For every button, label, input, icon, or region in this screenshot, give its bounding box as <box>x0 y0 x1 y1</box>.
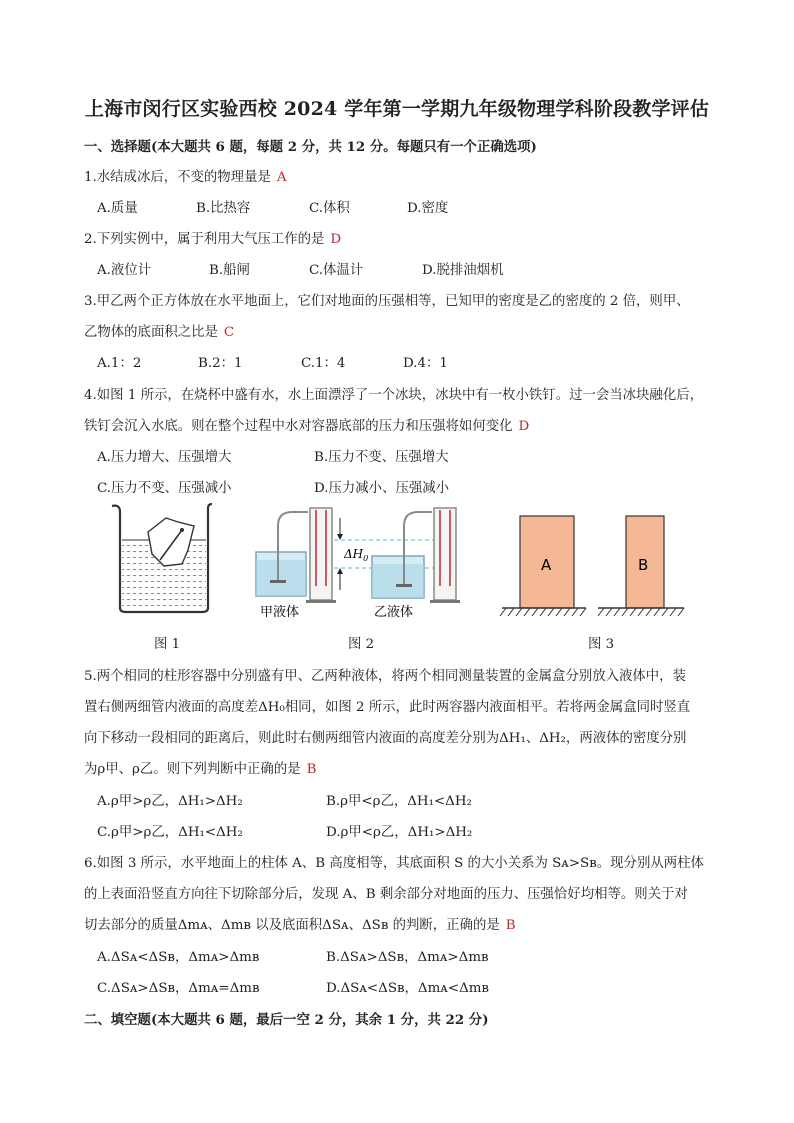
option-a: A.ΔSᴀ<ΔSʙ，Δmᴀ>Δmʙ <box>97 950 260 965</box>
option-a: A.液位计 <box>97 263 152 278</box>
answer-mark: D <box>330 232 342 247</box>
question-3-line-1: 3.甲乙两个正方体放在水平地面上，它们对地面的压强相等，已知甲的密度是乙的密度的 2 倍，则甲、 <box>84 294 690 309</box>
option-b: B.压力不变、压强增大 <box>314 450 449 465</box>
question-stem: 1.水结成冰后，不变的物理量是 <box>84 170 271 185</box>
question-5-line-2: 置右侧两细管内液面的高度差ΔH₀相同，如图 2 所示，此时两容器内液面相平。若将两金属盒同时竖直 <box>84 700 691 715</box>
option-b: B.ρ甲<ρ乙，ΔH₁<ΔH₂ <box>326 794 472 809</box>
figure-3-caption: 图 3 <box>588 637 615 652</box>
question-1 <box>84 166 287 185</box>
answer-mark: C <box>223 325 235 340</box>
option-c: C.1：4 <box>301 356 346 371</box>
option-a: A.ρ甲>ρ乙，ΔH₁>ΔH₂ <box>97 794 243 809</box>
label-liquid-b: 乙液体 <box>374 605 414 620</box>
question-stem: 为ρ甲、ρ乙。则下列判断中正确的是 <box>84 762 301 777</box>
question-4-line-1: 4.如图 1 所示，在烧杯中盛有水，水上面漂浮了一个冰块，冰块中有一枚小铁钉。过一会当冰块融化后， <box>84 388 703 403</box>
option-a: A.压力增大、压强增大 <box>97 450 232 465</box>
block-a-label: A <box>541 556 552 574</box>
question-6-line-3 <box>84 914 516 933</box>
option-c: C.体积 <box>309 201 350 216</box>
answer-mark: A <box>276 170 287 185</box>
question-2 <box>84 228 341 247</box>
label-liquid-a: 甲液体 <box>260 605 300 620</box>
question-stem: 乙物体的底面积之比是 <box>84 325 218 340</box>
option-c: C.体温计 <box>309 263 364 278</box>
page-title: 上海市闵行区实验西校 2024 学年第一学期九年级物理学科阶段教学评估 <box>84 98 710 120</box>
option-b: B.船闸 <box>209 263 250 278</box>
question-6-line-1: 6.如图 3 所示，水平地面上的柱体 A、B 高度相等，其底面积 S 的大小关系为 Sᴀ>Sʙ。现分别从两柱体 <box>84 856 704 871</box>
section-heading: 一、选择题(本大题共 6 题，每题 2 分，共 12 分。每题只有一个正确选项) <box>84 139 537 155</box>
answer-mark: D <box>518 419 530 434</box>
option-c: C.ΔSᴀ>ΔSʙ，Δmᴀ=Δmʙ <box>97 981 260 996</box>
option-b: B.2：1 <box>198 356 243 371</box>
option-d: D.ρ甲<ρ乙，ΔH₁>ΔH₂ <box>326 825 473 840</box>
option-d: D.ΔSᴀ<ΔSʙ，Δmᴀ<Δmʙ <box>326 981 489 996</box>
question-6-line-2: 的上表面沿竖直方向往下切除部分后，发现 A、B 剩余部分对地面的压力、压强恰好均相等。则关于对 <box>84 887 688 902</box>
question-5-line-3: 向下移动一段相同的距离后，则此时右侧两细管内液面的高度差分别为ΔH₁、ΔH₂，两液体的密度分别 <box>84 731 687 746</box>
figure-3-blocks <box>498 512 712 620</box>
answer-mark: B <box>505 918 516 933</box>
option-c: C.压力不变、压强减小 <box>97 481 232 496</box>
option-c: C.ρ甲>ρ乙，ΔH₁<ΔH₂ <box>97 825 243 840</box>
option-a: A.质量 <box>97 201 138 216</box>
figure-1-caption: 图 1 <box>154 637 181 652</box>
section-heading-2: 二、填空题(本大题共 6 题，最后一空 2 分，其余 1 分，共 22 分) <box>84 1012 489 1028</box>
block-b-label: B <box>638 556 649 574</box>
question-stem: 2.下列实例中，属于利用大气压工作的是 <box>84 232 325 247</box>
option-b: B.ΔSᴀ>ΔSʙ，Δmᴀ>Δmʙ <box>326 950 489 965</box>
question-stem: 切去部分的质量Δmᴀ、Δmʙ 以及底面积ΔSᴀ、ΔSʙ 的判断，正确的是 <box>84 918 500 933</box>
option-d: D.4：1 <box>403 356 448 371</box>
question-5-line-4 <box>84 758 316 777</box>
question-3-line-2 <box>84 321 234 340</box>
option-d: D.密度 <box>407 201 449 216</box>
option-d: D.压力减小、压强减小 <box>314 481 450 496</box>
figure-2-manometers <box>248 500 466 622</box>
answer-mark: B <box>306 762 317 777</box>
question-4-line-2 <box>84 415 529 434</box>
option-d: D.脱排油烟机 <box>422 263 504 278</box>
option-b: B.比热容 <box>196 201 251 216</box>
question-stem: 铁钉会沉入水底。则在整个过程中水对容器底部的压力和压强将如何变化 <box>84 419 513 434</box>
figure-2-caption: 图 2 <box>348 637 375 652</box>
delta-h0-label: $\Delta H_0$ <box>344 547 369 563</box>
option-a: A.1：2 <box>97 356 142 371</box>
figure-1-beaker <box>108 502 218 614</box>
question-5-line-1: 5.两个相同的柱形容器中分别盛有甲、乙两种液体，将两个相同测量装置的金属盒分别放入液体中，装 <box>84 669 686 684</box>
